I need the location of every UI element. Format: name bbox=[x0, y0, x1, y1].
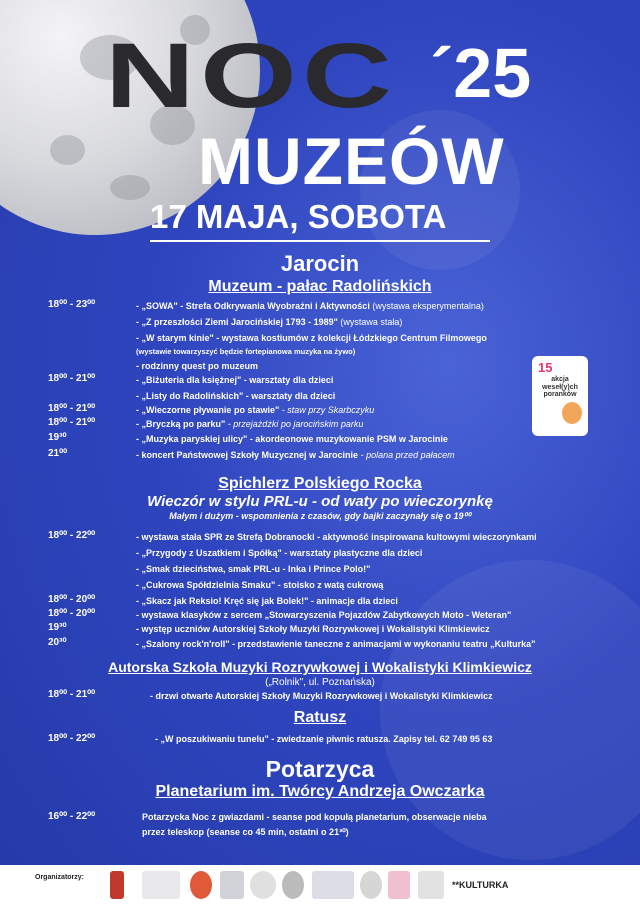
program-item: - „Przygody z Uszatkiem i Spółką" - warsztaty plastyczne dla dzieci bbox=[136, 548, 423, 558]
program-item: - drzwi otwarte Autorskiej Szkoły Muzyki Rozrywkowej i Wokalistyki Klimkiewicz bbox=[150, 691, 493, 701]
logo bbox=[312, 871, 354, 899]
logo bbox=[142, 871, 180, 899]
coat-of-arms-logo bbox=[110, 871, 124, 899]
logo bbox=[190, 871, 212, 899]
logo bbox=[388, 871, 410, 899]
akcja-badge: 15 akcja weseł(y)ch poranków bbox=[532, 356, 588, 436]
title-noc: NOC bbox=[105, 25, 398, 127]
program-item: - „W poszukiwaniu tunelu" - zwiedzanie piwnic ratusza. Zapisy tel. 62 749 95 63 bbox=[155, 734, 493, 744]
organizers-label: Organizatorzy: bbox=[35, 874, 85, 881]
mascot-icon bbox=[562, 402, 582, 424]
footer-organizers bbox=[0, 865, 640, 910]
time-label: 18⁰⁰ - 21⁰⁰ bbox=[48, 689, 96, 700]
program-item: - wystawa stała SPR ze Strefą Dobranocki - aktywność inspirowana kultowymi wieczorynkami bbox=[136, 532, 537, 542]
kulturka-logo: **KULTURKA bbox=[452, 880, 509, 890]
logo bbox=[250, 871, 276, 899]
title-year: ´25 bbox=[430, 34, 532, 112]
program-item: - występ uczniów Autorskiej Szkoły Muzyki Rozrywkowej i Wokalistyki Klimkiewicz bbox=[136, 624, 490, 634]
program-item: - „Skacz jak Reksio! Kręć się jak Bolek!" - animacje dla dzieci bbox=[136, 596, 398, 606]
divider bbox=[150, 240, 490, 242]
event-date: 17 MAJA, SOBOTA bbox=[150, 198, 447, 235]
venue-heading-ratusz: Ratusz bbox=[293, 709, 347, 726]
logo bbox=[360, 871, 382, 899]
logo bbox=[220, 871, 244, 899]
time-label: 19³⁰ bbox=[48, 432, 67, 443]
venue-address: („Rolnik", ul. Poznańska) bbox=[265, 677, 375, 688]
time-label: 21⁰⁰ bbox=[48, 448, 68, 459]
time-label: 18⁰⁰ - 21⁰⁰ bbox=[48, 373, 96, 384]
venue-tagline: Małym i dużym - wspomnienia z czasów, gdy bajki zaczynały się o 19⁰⁰ bbox=[169, 511, 471, 521]
program-item: - wystawa klasyków z sercem „Stowarzyszenia Pojazdów Zabytkowych Moto - Weteran" bbox=[136, 610, 512, 620]
time-label: 18⁰⁰ - 23⁰⁰ bbox=[48, 299, 96, 310]
program-item: - „Muzyka paryskiej ulicy" - akordeonowe muzykowanie PSM w Jarocinie bbox=[136, 434, 448, 444]
venue-heading-spichlerz: Spichlerz Polskiego Rocka bbox=[218, 475, 422, 492]
venue-subtitle: Wieczór w stylu PRL-u - od waty po wieczorynkę bbox=[147, 493, 493, 510]
program-item: - koncert Państwowej Szkoły Muzycznej w Jarocinie - polana przed pałacem bbox=[136, 450, 455, 460]
program-item: - „Bryczką po parku" - przejażdżki po jarocińskim parku bbox=[136, 419, 364, 429]
time-label: 20³⁰ bbox=[48, 637, 67, 648]
program-item: - „Szalony rock'n'roll" - przedstawienie taneczne z animacjami w wykonaniu teatru „Kulturka" bbox=[136, 639, 536, 649]
program-item: - „Cukrowa Spółdzielnia Smaku" - stoisko z watą cukrową bbox=[136, 580, 384, 590]
time-label: 19³⁰ bbox=[48, 622, 67, 633]
time-label: 16⁰⁰ - 22⁰⁰ bbox=[48, 811, 96, 822]
logo bbox=[282, 871, 304, 899]
time-label: 18⁰⁰ - 21⁰⁰ bbox=[48, 417, 96, 428]
program-item: - rodzinny quest po muzeum bbox=[136, 361, 259, 371]
program-item: - „Wieczorne pływanie po stawie" - staw przy Skarbczyku bbox=[136, 405, 375, 415]
venue-heading-planetarium: Planetarium im. Twórcy Andrzeja Owczarka bbox=[155, 783, 485, 800]
program-item: - „W starym kinie" - wystawa kostiumów z kolekcji Łódzkiego Centrum Filmowego bbox=[136, 333, 487, 343]
program-item: Potarzycka Noc z gwiazdami - seanse pod kopułą planetarium, obserwacje nieba bbox=[142, 812, 487, 822]
city-heading-potarzyca: Potarzyca bbox=[265, 756, 375, 782]
program-item: - „Listy do Radolińskich" - warsztaty dla dzieci bbox=[136, 391, 336, 401]
program-item: - „Z przeszłości Ziemi Jarocińskiej 1793 - 1989" (wystawa stała) bbox=[136, 317, 403, 327]
program-item: - „Biżuteria dla księżnej" - warsztaty dla dzieci bbox=[136, 375, 334, 385]
program-item: - „Smak dzieciństwa, smak PRL-u - Inka i Prince Polo!" bbox=[136, 564, 371, 574]
time-label: 18⁰⁰ - 20⁰⁰ bbox=[48, 594, 96, 605]
time-label: 18⁰⁰ - 22⁰⁰ bbox=[48, 530, 96, 541]
time-label: 18⁰⁰ - 20⁰⁰ bbox=[48, 608, 96, 619]
logo bbox=[418, 871, 444, 899]
program-item: - „SOWA" - Strefa Odkrywania Wyobraźni i Aktywności (wystawa eksperymentalna) bbox=[136, 301, 484, 311]
program-note: (wystawie towarzyszyć będzie fortepianowa muzyka na żywo) bbox=[136, 347, 356, 356]
venue-heading-museum: Muzeum - pałac Radolińskich bbox=[208, 278, 432, 295]
title-muzeow: MUZEÓW bbox=[198, 124, 505, 198]
time-label: 18⁰⁰ - 22⁰⁰ bbox=[48, 733, 96, 744]
venue-heading-school: Autorska Szkoła Muzyki Rozrywkowej i Wokalistyki Klimkiewicz bbox=[108, 659, 532, 675]
program-item: przez teleskop (seanse co 45 min, ostatni o 21³⁰) bbox=[142, 827, 349, 837]
city-heading-jarocin: Jarocin bbox=[280, 251, 360, 276]
time-label: 18⁰⁰ - 21⁰⁰ bbox=[48, 403, 96, 414]
